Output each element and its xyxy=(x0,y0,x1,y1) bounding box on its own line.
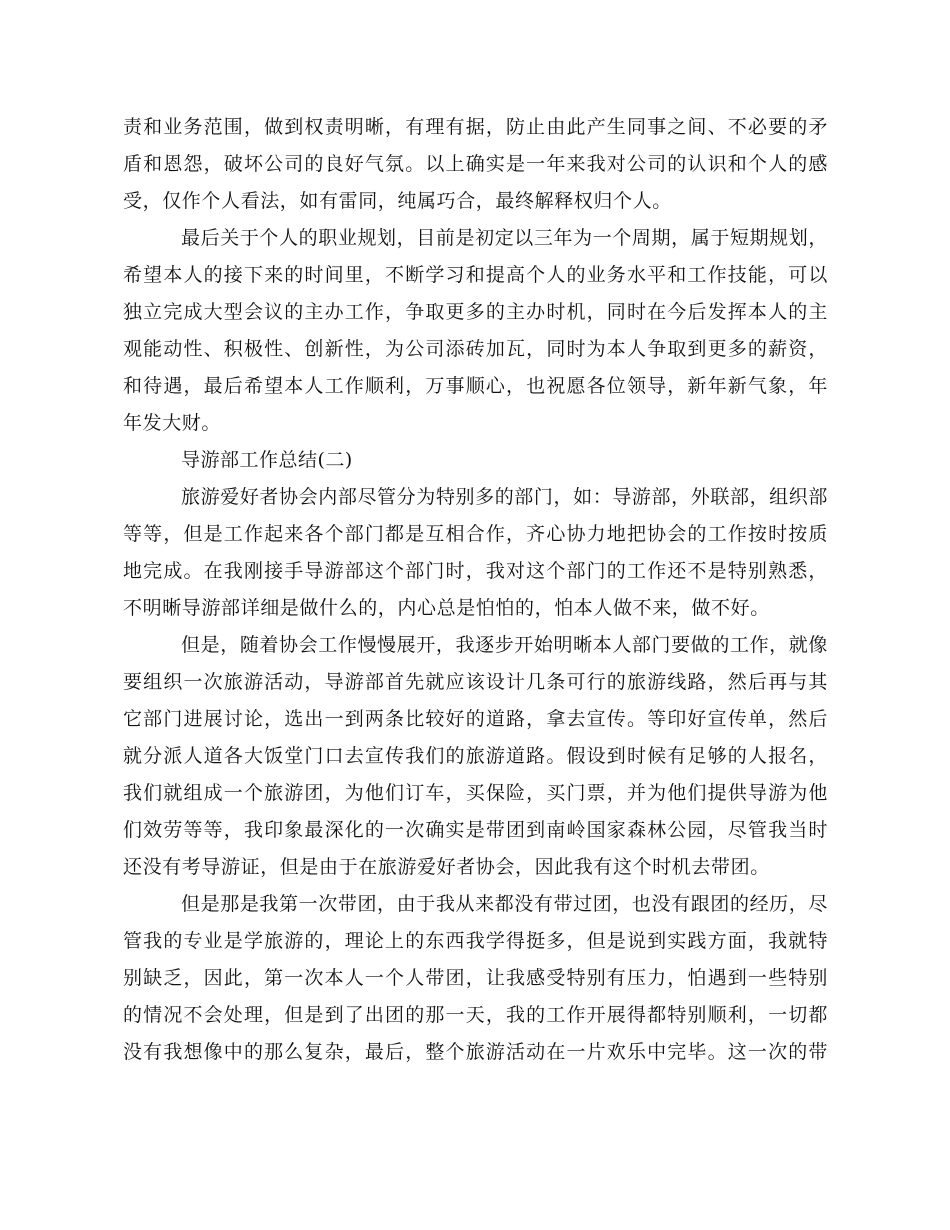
text-line: 就分派人道各大饭堂门口去宣传我们的旅游道路。假设到时候有足够的人报名， xyxy=(123,745,828,767)
text-line: 们效劳等等，我印象最深化的一次确实是带团到南岭国家森林公园，尽管我当时 xyxy=(123,819,828,841)
text-line: 没有我想像中的那么复杂，最后，整个旅游活动在一片欢乐中完毕。这一次的带 xyxy=(123,1041,828,1063)
text-line: 责和业务范围，做到权责明晰，有理有据，防止由此产生同事之间、不必要的矛 xyxy=(123,116,828,138)
section-heading: 导游部工作总结(二) xyxy=(181,449,353,471)
text-line: 要组织一次旅游活动，导游部首先就应该设计几条可行的旅游线路，然后再与其 xyxy=(123,671,828,693)
text-line: 等等，但是工作起来各个部门都是互相合作，齐心协力地把协会的工作按时按质 xyxy=(123,523,828,545)
text-line: 不明晰导游部详细是做什么的，内心总是怕怕的，怕本人做不来，做不好。 xyxy=(123,597,770,619)
text-line: 还没有考导游证，但是由于在旅游爱好者协会，因此我有这个时机去带团。 xyxy=(123,856,770,878)
text-line: 但是，随着协会工作慢慢展开，我逐步开始明晰本人部门要做的工作，就像 xyxy=(181,634,828,656)
text-line: 和待遇，最后希望本人工作顺利，万事顺心，也祝愿各位领导，新年新气象，年 xyxy=(123,375,828,397)
text-line: 但是那是我第一次带团，由于我从来都没有带过团，也没有跟团的经历，尽 xyxy=(181,893,828,915)
text-line: 我们就组成一个旅游团，为他们订车，买保险，买门票，并为他们提供导游为他 xyxy=(123,782,828,804)
text-line: 盾和恩怨，破坏公司的良好气氛。以上确实是一年来我对公司的认识和个人的感 xyxy=(123,153,828,175)
text-line: 旅游爱好者协会内部尽管分为特别多的部门，如：导游部，外联部，组织部 xyxy=(181,486,828,508)
text-line: 别缺乏，因此，第一次本人一个人带团，让我感受特别有压力，怕遇到一些特别 xyxy=(123,967,828,989)
text-line: 观能动性、积极性、创新性，为公司添砖加瓦，同时为本人争取到更多的薪资， xyxy=(123,338,828,360)
text-line: 独立完成大型会议的主办工作，争取更多的主办时机，同时在今后发挥本人的主 xyxy=(123,301,828,323)
text-line: 最后关于个人的职业规划，目前是初定以三年为一个周期，属于短期规划， xyxy=(181,227,828,249)
text-line: 年发大财。 xyxy=(123,412,222,434)
text-line: 地完成。在我刚接手导游部这个部门时，我对这个部门的工作还不是特别熟悉， xyxy=(123,560,828,582)
text-line: 受，仅作个人看法，如有雷同，纯属巧合，最终解释权归个人。 xyxy=(123,190,672,212)
text-line: 的情况不会处理，但是到了出团的那一天，我的工作开展得都特别顺利，一切都 xyxy=(123,1004,828,1026)
text-line: 它部门进展讨论，选出一到两条比较好的道路，拿去宣传。等印好宣传单，然后 xyxy=(123,708,828,730)
text-line: 希望本人的接下来的时间里，不断学习和提高个人的业务水平和工作技能，可以 xyxy=(123,264,828,286)
text-line: 管我的专业是学旅游的，理论上的东西我学得挺多，但是说到实践方面，我就特 xyxy=(123,930,828,952)
